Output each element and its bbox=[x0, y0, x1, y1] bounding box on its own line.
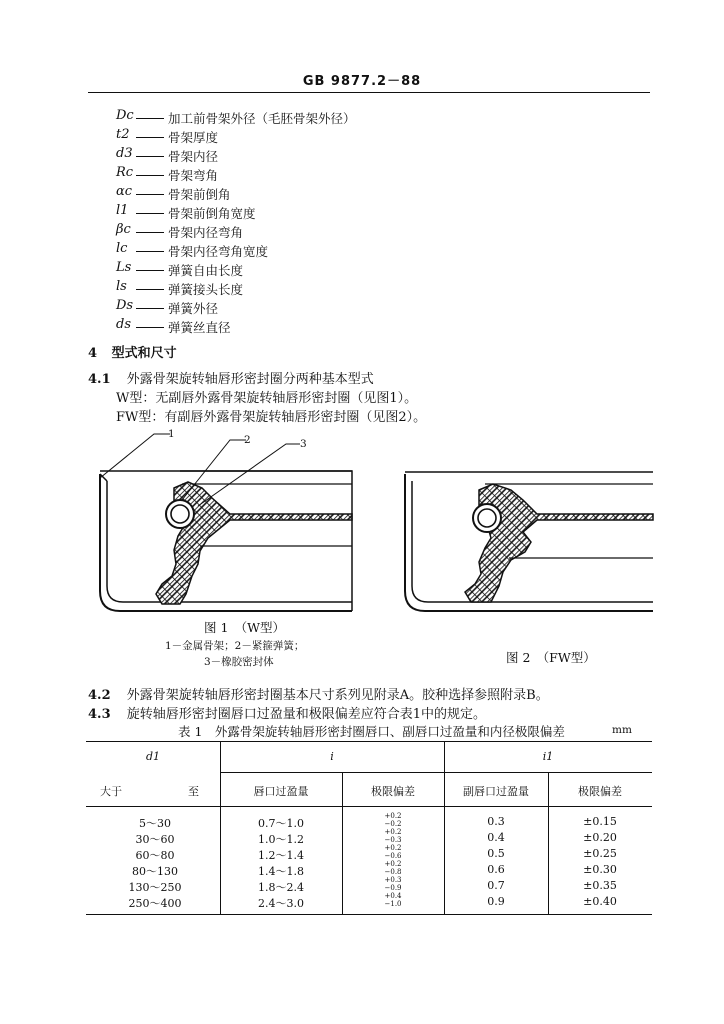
cell-range: 30～60 bbox=[135, 833, 175, 846]
table-header-rule-2 bbox=[86, 806, 652, 807]
clause-4-1 bbox=[88, 368, 374, 387]
symbol-definition: 骨架前倒角宽度 bbox=[168, 206, 256, 221]
header-over: 大于 bbox=[100, 785, 122, 798]
fig2-caption: 图 2 （FW型） bbox=[506, 650, 596, 665]
symbol-dash bbox=[136, 213, 164, 214]
cell-range: 250～400 bbox=[128, 897, 182, 910]
header-i: i bbox=[330, 750, 334, 763]
cell-tol-lower: −0.3 bbox=[384, 836, 402, 844]
header-tol: 极限偏差 bbox=[371, 785, 415, 798]
fw-type-line: FW型：有副唇外露骨架旋转轴唇形密封圈（见图2）。 bbox=[116, 410, 427, 425]
symbol-definition: 骨架厚度 bbox=[168, 130, 219, 145]
symbol-dash bbox=[136, 289, 164, 290]
figure-2-fw-type bbox=[395, 466, 657, 626]
header-sublip: 副唇口过盈量 bbox=[463, 785, 529, 798]
clause-4-3 bbox=[88, 703, 486, 722]
cell-tol2: ±0.20 bbox=[583, 831, 617, 844]
cell-lip: 1.4～1.8 bbox=[258, 865, 304, 878]
cell-lip: 2.4～3.0 bbox=[258, 897, 304, 910]
section-4-heading bbox=[88, 342, 177, 361]
cell-tol2: ±0.30 bbox=[583, 863, 617, 876]
cell-tol2: ±0.15 bbox=[583, 815, 617, 828]
symbol: βc bbox=[116, 222, 131, 237]
symbol: d3 bbox=[116, 146, 133, 161]
figure-1-w-type bbox=[90, 426, 360, 626]
cell-tol-upper: +0.2 bbox=[384, 828, 402, 836]
symbol-definition: 骨架内径弯角 bbox=[168, 225, 244, 240]
fig1-legend-line2: 3－橡胶密封体 bbox=[204, 656, 274, 668]
symbol-dash bbox=[136, 137, 164, 138]
clause-number: 4.1 bbox=[88, 372, 111, 387]
symbol: lc bbox=[116, 241, 128, 256]
table-title: 表 1 外露骨架旋转轴唇形密封圈唇口、副唇口过盈量和内径极限偏差 bbox=[178, 724, 565, 739]
cell-sublip: 0.7 bbox=[487, 879, 505, 892]
symbol-definition: 骨架前倒角 bbox=[168, 187, 231, 202]
clause-text: 旋转轴唇形密封圈唇口过盈量和极限偏差应符合表1中的规定。 bbox=[126, 707, 487, 722]
cell-tol-lower: −1.0 bbox=[384, 900, 402, 908]
symbol-dash bbox=[136, 232, 164, 233]
symbol-definition: 弹簧接头长度 bbox=[168, 282, 244, 297]
cell-sublip: 0.9 bbox=[487, 895, 505, 908]
symbol: Ds bbox=[116, 298, 134, 313]
fig1-label-3: 3 bbox=[300, 438, 307, 450]
header-rule bbox=[88, 92, 650, 93]
cell-tol-lower: −0.6 bbox=[384, 852, 402, 860]
cell-tol-upper: +0.2 bbox=[384, 860, 402, 868]
cell-tol-lower: −0.9 bbox=[384, 884, 402, 892]
cell-sublip: 0.3 bbox=[487, 815, 505, 828]
symbol-dash bbox=[136, 270, 164, 271]
table-top-rule bbox=[86, 741, 652, 742]
cell-tol-upper: +0.4 bbox=[384, 892, 402, 900]
cell-tol-lower: −0.2 bbox=[384, 820, 402, 828]
symbol-definition: 骨架弯角 bbox=[168, 168, 219, 183]
symbol-dash bbox=[136, 156, 164, 157]
cell-lip: 0.7～1.0 bbox=[258, 817, 304, 830]
symbol-dash bbox=[136, 251, 164, 252]
cell-sublip: 0.6 bbox=[487, 863, 505, 876]
cell-tol-upper: +0.3 bbox=[384, 876, 402, 884]
fig1-caption: 图 1 （W型） bbox=[204, 620, 286, 635]
symbol-definition: 骨架内径 bbox=[168, 149, 219, 164]
header-tol2: 极限偏差 bbox=[578, 785, 622, 798]
symbol-definition: 骨架内径弯角宽度 bbox=[168, 244, 269, 259]
cell-range: 130～250 bbox=[128, 881, 182, 894]
cell-range: 60～80 bbox=[135, 849, 175, 862]
table-bottom-rule bbox=[86, 914, 652, 915]
cell-range: 5～30 bbox=[139, 817, 171, 830]
cell-tol2: ±0.25 bbox=[583, 847, 617, 860]
cell-tol-lower: −0.8 bbox=[384, 868, 402, 876]
symbol-dash bbox=[136, 327, 164, 328]
cell-range: 80～130 bbox=[132, 865, 178, 878]
cell-lip: 1.2～1.4 bbox=[258, 849, 304, 862]
cell-tol2: ±0.40 bbox=[583, 895, 617, 908]
symbol: Ls bbox=[116, 260, 132, 275]
cell-sublip: 0.5 bbox=[487, 847, 505, 860]
symbol-dash bbox=[136, 308, 164, 309]
symbol: Rc bbox=[116, 165, 134, 180]
clause-number: 4.3 bbox=[88, 707, 111, 722]
clause-text: 外露骨架旋转轴唇形密封圈基本尺寸系列见附录A。胶种选择参照附录B。 bbox=[126, 688, 549, 703]
symbol-dash bbox=[136, 118, 164, 119]
symbol: αc bbox=[116, 184, 133, 199]
fig1-label-2: 2 bbox=[244, 434, 251, 446]
cell-tol-upper: +0.2 bbox=[384, 844, 402, 852]
symbol-dash bbox=[136, 175, 164, 176]
cell-lip: 1.0～1.2 bbox=[258, 833, 304, 846]
section-number: 4 bbox=[88, 346, 98, 361]
header-d1: d1 bbox=[145, 750, 161, 763]
fig1-label-1: 1 bbox=[168, 428, 175, 440]
section-title: 型式和尺寸 bbox=[111, 346, 177, 361]
header-to: 至 bbox=[188, 785, 199, 798]
cell-lip: 1.8～2.4 bbox=[258, 881, 304, 894]
header-lip: 唇口过盈量 bbox=[253, 785, 309, 798]
symbol-dash bbox=[136, 194, 164, 195]
symbol-definition: 弹簧外径 bbox=[168, 301, 219, 316]
table-header-rule-1 bbox=[220, 772, 652, 773]
w-type-line: W型：无副唇外露骨架旋转轴唇形密封圈（见图1）。 bbox=[116, 391, 418, 406]
clause-text: 外露骨架旋转轴唇形密封圈分两种基本型式 bbox=[126, 372, 374, 387]
cell-sublip: 0.4 bbox=[487, 831, 505, 844]
symbol: ls bbox=[116, 279, 127, 294]
header-i1: i1 bbox=[542, 750, 554, 763]
symbol: l1 bbox=[116, 203, 129, 218]
clause-number: 4.2 bbox=[88, 688, 111, 703]
symbol: Dc bbox=[116, 108, 134, 123]
symbol: ds bbox=[116, 317, 131, 332]
page-header: GB 9877.2－88 bbox=[302, 74, 422, 89]
symbol-definition: 加工前骨架外径（毛胚骨架外径） bbox=[168, 111, 356, 126]
symbol: t2 bbox=[116, 127, 130, 142]
fig1-legend-line1: 1－金属骨架；2－紧箍弹簧； bbox=[165, 640, 305, 652]
symbol-definition: 弹簧丝直径 bbox=[168, 320, 231, 335]
cell-tol2: ±0.35 bbox=[583, 879, 617, 892]
clause-4-2 bbox=[88, 684, 549, 703]
cell-tol-upper: +0.2 bbox=[384, 812, 402, 820]
symbol-definition: 弹簧自由长度 bbox=[168, 263, 244, 278]
table-unit: mm bbox=[612, 724, 632, 736]
